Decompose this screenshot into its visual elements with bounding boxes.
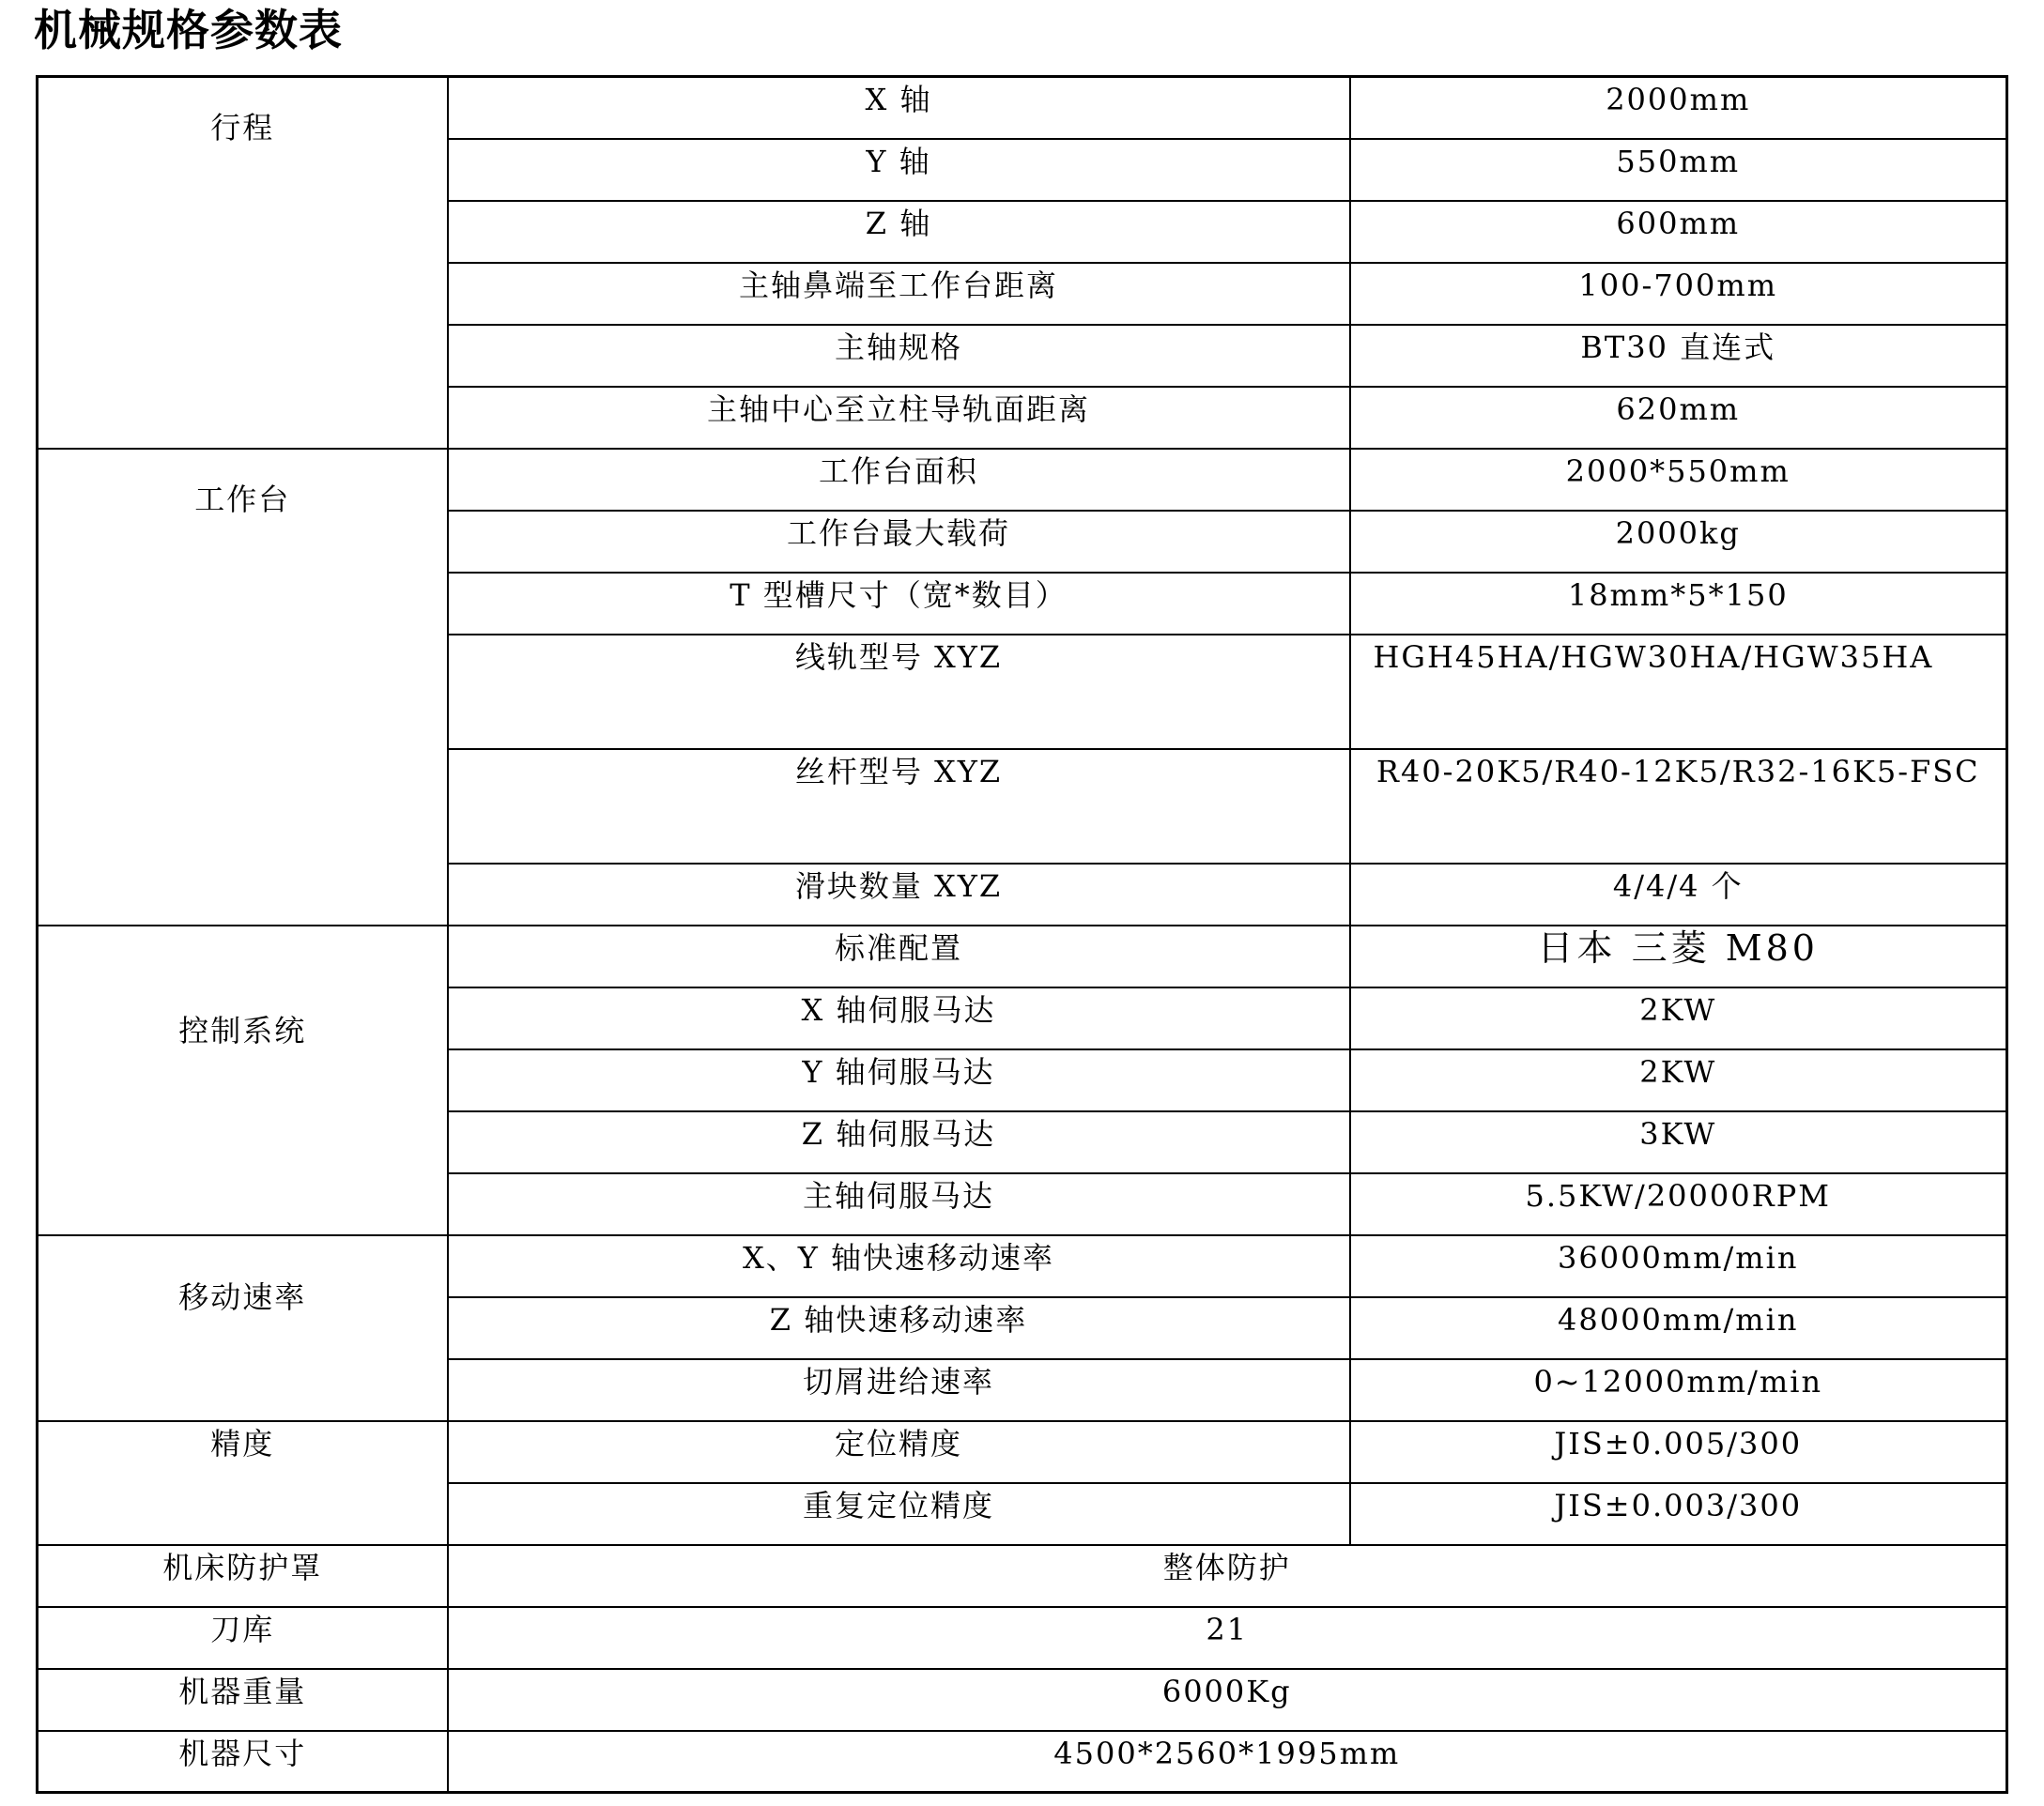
value-cell: 2000kg	[1350, 511, 2007, 573]
value-cell: 21	[448, 1607, 2007, 1669]
table-row	[38, 1669, 2007, 1731]
item-cell: 定位精度	[448, 1421, 1350, 1483]
item-cell: 切屑进给速率	[448, 1359, 1350, 1421]
category-cell: 刀库	[38, 1607, 448, 1669]
value-cell: JIS±0.005/300	[1350, 1421, 2007, 1483]
value-cell: 2000*550mm	[1350, 449, 2007, 511]
item-cell: Y 轴	[448, 139, 1350, 201]
value-cell: 18mm*5*150	[1350, 573, 2007, 635]
table-row	[38, 1607, 2007, 1669]
table-row	[38, 1421, 2007, 1483]
category-cell: 行程	[38, 77, 448, 449]
value-cell: 2KW	[1350, 987, 2007, 1049]
table-row	[38, 449, 2007, 511]
value-cell: 36000mm/min	[1350, 1235, 2007, 1297]
category-cell: 机器尺寸	[38, 1731, 448, 1793]
category-cell: 机床防护罩	[38, 1545, 448, 1607]
item-cell: Z 轴伺服马达	[448, 1111, 1350, 1173]
value-cell: 5.5KW/20000RPM	[1350, 1173, 2007, 1235]
item-cell: X、Y 轴快速移动速率	[448, 1235, 1350, 1297]
value-cell: HGH45HA/HGW30HA/HGW35HA	[1350, 635, 2007, 749]
value-cell: 6000Kg	[448, 1669, 2007, 1731]
value-cell: 2000mm	[1350, 77, 2007, 139]
category-cell: 控制系统	[38, 926, 448, 1235]
value-cell: 48000mm/min	[1350, 1297, 2007, 1359]
category-cell: 精度	[38, 1421, 448, 1545]
table-row	[38, 77, 2007, 139]
table-row	[38, 1235, 2007, 1297]
table-row	[38, 926, 2007, 987]
item-cell: Z 轴快速移动速率	[448, 1297, 1350, 1359]
value-cell: BT30 直连式	[1350, 325, 2007, 387]
item-cell: X 轴伺服马达	[448, 987, 1350, 1049]
item-cell: 标准配置	[448, 926, 1350, 987]
category-cell: 机器重量	[38, 1669, 448, 1731]
item-cell: 工作台面积	[448, 449, 1350, 511]
item-cell: 滑块数量 XYZ	[448, 864, 1350, 926]
value-cell: 550mm	[1350, 139, 2007, 201]
value-cell: JIS±0.003/300	[1350, 1483, 2007, 1545]
table-row	[38, 1545, 2007, 1607]
item-cell: T 型槽尺寸（宽*数目）	[448, 573, 1350, 635]
value-cell: R40-20K5/R40-12K5/R32-16K5-FSC	[1350, 749, 2007, 864]
value-cell: 4/4/4 个	[1350, 864, 2007, 926]
value-cell: 620mm	[1350, 387, 2007, 449]
item-cell: X 轴	[448, 77, 1350, 139]
category-cell: 移动速率	[38, 1235, 448, 1421]
item-cell: 丝杆型号 XYZ	[448, 749, 1350, 864]
item-cell: 主轴中心至立柱导轨面距离	[448, 387, 1350, 449]
item-cell: 重复定位精度	[448, 1483, 1350, 1545]
value-cell: 日本 三菱 M80	[1350, 926, 2007, 987]
item-cell: 主轴鼻端至工作台距离	[448, 263, 1350, 325]
item-cell: 线轨型号 XYZ	[448, 635, 1350, 749]
value-cell: 2KW	[1350, 1049, 2007, 1111]
item-cell: 主轴伺服马达	[448, 1173, 1350, 1235]
item-cell: Z 轴	[448, 201, 1350, 263]
item-cell: 工作台最大载荷	[448, 511, 1350, 573]
item-cell: Y 轴伺服马达	[448, 1049, 1350, 1111]
category-cell: 工作台	[38, 449, 448, 926]
value-cell: 3KW	[1350, 1111, 2007, 1173]
spec-table	[36, 75, 2008, 1794]
value-cell: 0~12000mm/min	[1350, 1359, 2007, 1421]
value-cell: 600mm	[1350, 201, 2007, 263]
value-cell: 100-700mm	[1350, 263, 2007, 325]
table-row	[38, 1731, 2007, 1793]
value-cell: 4500*2560*1995mm	[448, 1731, 2007, 1793]
page-title: 机械规格参数表	[34, 5, 343, 55]
value-cell: 整体防护	[448, 1545, 2007, 1607]
item-cell: 主轴规格	[448, 325, 1350, 387]
